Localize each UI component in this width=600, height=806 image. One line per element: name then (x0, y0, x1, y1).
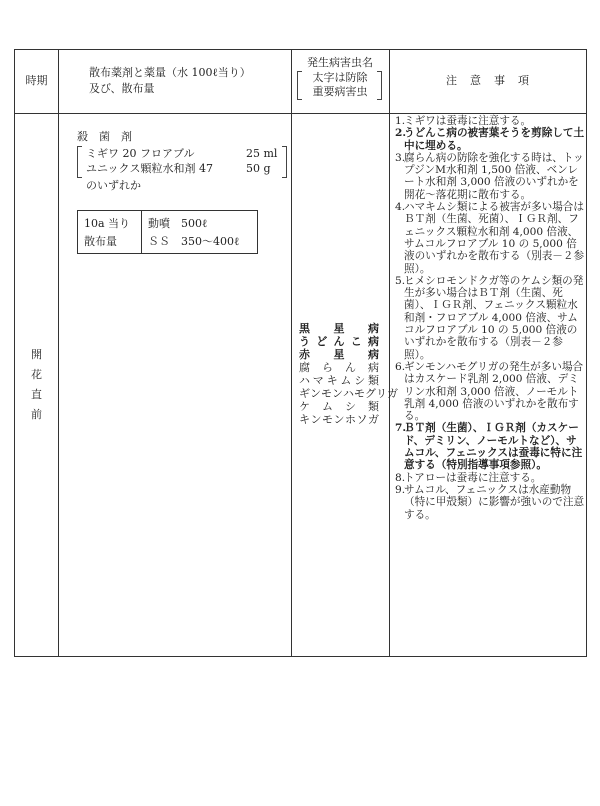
header-pest-line2: 太字は防除 (312, 71, 368, 84)
note-item (395, 127, 586, 152)
column-divider (291, 50, 292, 656)
fungicide-title: 殺 菌 剤 (77, 130, 132, 143)
header-pest-line3: 重要病害虫 (312, 85, 368, 98)
bracket-right (377, 71, 382, 100)
pest-item: 黒 星 病 (299, 322, 379, 335)
header-divider (15, 113, 586, 114)
column-divider (389, 50, 390, 656)
note-number: 5. (395, 274, 406, 287)
note-text: ＢＴ剤（生菌）、ＩＧＲ剤（カスケード、デミリン、ノーモルトなど）、サムコル、フェニックスは蚕毒に特に注意する（特別指導事項参照）。 (404, 422, 583, 472)
note-number: 2. (395, 127, 407, 140)
note-item (395, 115, 586, 127)
note-text: 腐らん病の防除を強化する時は、トップジンM水和剤 1,500 倍液、ベンレート水和剤 3,000 倍液のいずれかを開花～落花期に散布する。 (404, 151, 584, 201)
spray-label: 10a 当り (84, 217, 131, 230)
note-number: 3. (395, 151, 406, 164)
period-char: 直 (31, 388, 42, 401)
pest-item: ギ ン モ ン ハ モ グ リ ガ (299, 387, 398, 400)
note-item (395, 472, 586, 484)
period-char: 前 (31, 408, 42, 421)
fungicide-item-name: ユニックス顆粒水和剤 47 (86, 162, 213, 175)
note-number: 8. (395, 471, 406, 484)
column-divider (58, 50, 59, 656)
spray-value: 動噴 500ℓ (148, 217, 208, 230)
spray-value: ＳＳ 350～400ℓ (148, 235, 240, 248)
note-item (395, 361, 586, 422)
box-divider (141, 211, 142, 253)
bracket-right (282, 146, 287, 178)
pest-item: う ど ん こ 病 (299, 335, 379, 348)
pest-list (299, 322, 398, 426)
note-text: トアローは蚕毒に注意する。 (404, 471, 542, 484)
note-text: ヒメシロモンドクガ等のケムシ類の発生が多い場合はＢＴ剤（生菌、死菌）、ＩＧＲ剤、フェニックス顆粒水和剤・フロアブル 4,000 倍液、サムコルフロアブル 10 の 5,000 倍液のいずれかを散布する（別表－２参照）。 (404, 274, 584, 361)
pesticide-table (14, 49, 587, 657)
note-number: 6. (395, 360, 406, 373)
note-number: 9. (395, 483, 406, 496)
period-label (15, 345, 58, 425)
fungicide-item-amount: 50 g (246, 162, 271, 175)
note-item (395, 275, 586, 361)
note-text: サムコル、フェニックスは水産動物（特に甲殻類）に影響が強いので注意する。 (404, 483, 585, 521)
note-item (395, 484, 586, 521)
header-notes: 注 意 事 項 (446, 74, 530, 87)
note-text: ミギワは蚕毒に注意する。 (404, 115, 532, 127)
bracket-left (77, 146, 82, 178)
spray-label: 散布量 (84, 235, 117, 248)
note-number: 7. (395, 422, 407, 435)
note-number: 1. (395, 115, 406, 127)
fungicide-item-name: ミギワ 20 フロアブル (86, 147, 195, 160)
note-text: ギンモンハモグリガの発生が多い場合はカスケード乳剤 2,000 倍液、デミリン水和剤 3,000 倍液、ノーモルト乳剤 4,000 倍液のいずれかを散布する。 (404, 360, 584, 423)
pest-item: キ ン モ ン ホ ソ ガ (299, 413, 379, 426)
pest-item: 赤 星 病 (299, 348, 379, 361)
pest-item: ハ マ キ ム シ 類 (299, 374, 379, 387)
header-period: 時期 (25, 74, 48, 87)
header-pest-line1: 発生病害虫名 (307, 56, 373, 69)
pest-item: 腐 ら ん 病 (299, 361, 379, 374)
header-agent-line1: 散布薬剤と薬量（水 100ℓ当り） (89, 66, 251, 79)
note-item (395, 422, 586, 471)
header-agent-line2: 及び、散布量 (89, 82, 155, 95)
fungicide-either: のいずれか (86, 179, 141, 192)
note-text: うどんこ病の被害葉そうを剪除して土中に埋める。 (404, 127, 585, 152)
note-item (395, 152, 586, 201)
fungicide-item-amount: 25 ml (246, 147, 278, 160)
note-text: ハマキムシ類による被害が多い場合はＢＴ剤（生菌、死菌）、ＩＧＲ剤、フェニックス顆粒水和剤 4,000 倍液、サムコルフロアブル 10 の 5,000 倍液のいずれかを散布する（別表－２参照）。 (404, 201, 585, 275)
pest-item: ケ ム シ 類 (299, 400, 379, 413)
note-item (395, 201, 586, 275)
period-char: 開 (31, 348, 42, 361)
spray-amount-box (77, 210, 258, 254)
notes-list (395, 115, 586, 521)
note-number: 4. (395, 201, 406, 214)
period-char: 花 (31, 368, 42, 381)
